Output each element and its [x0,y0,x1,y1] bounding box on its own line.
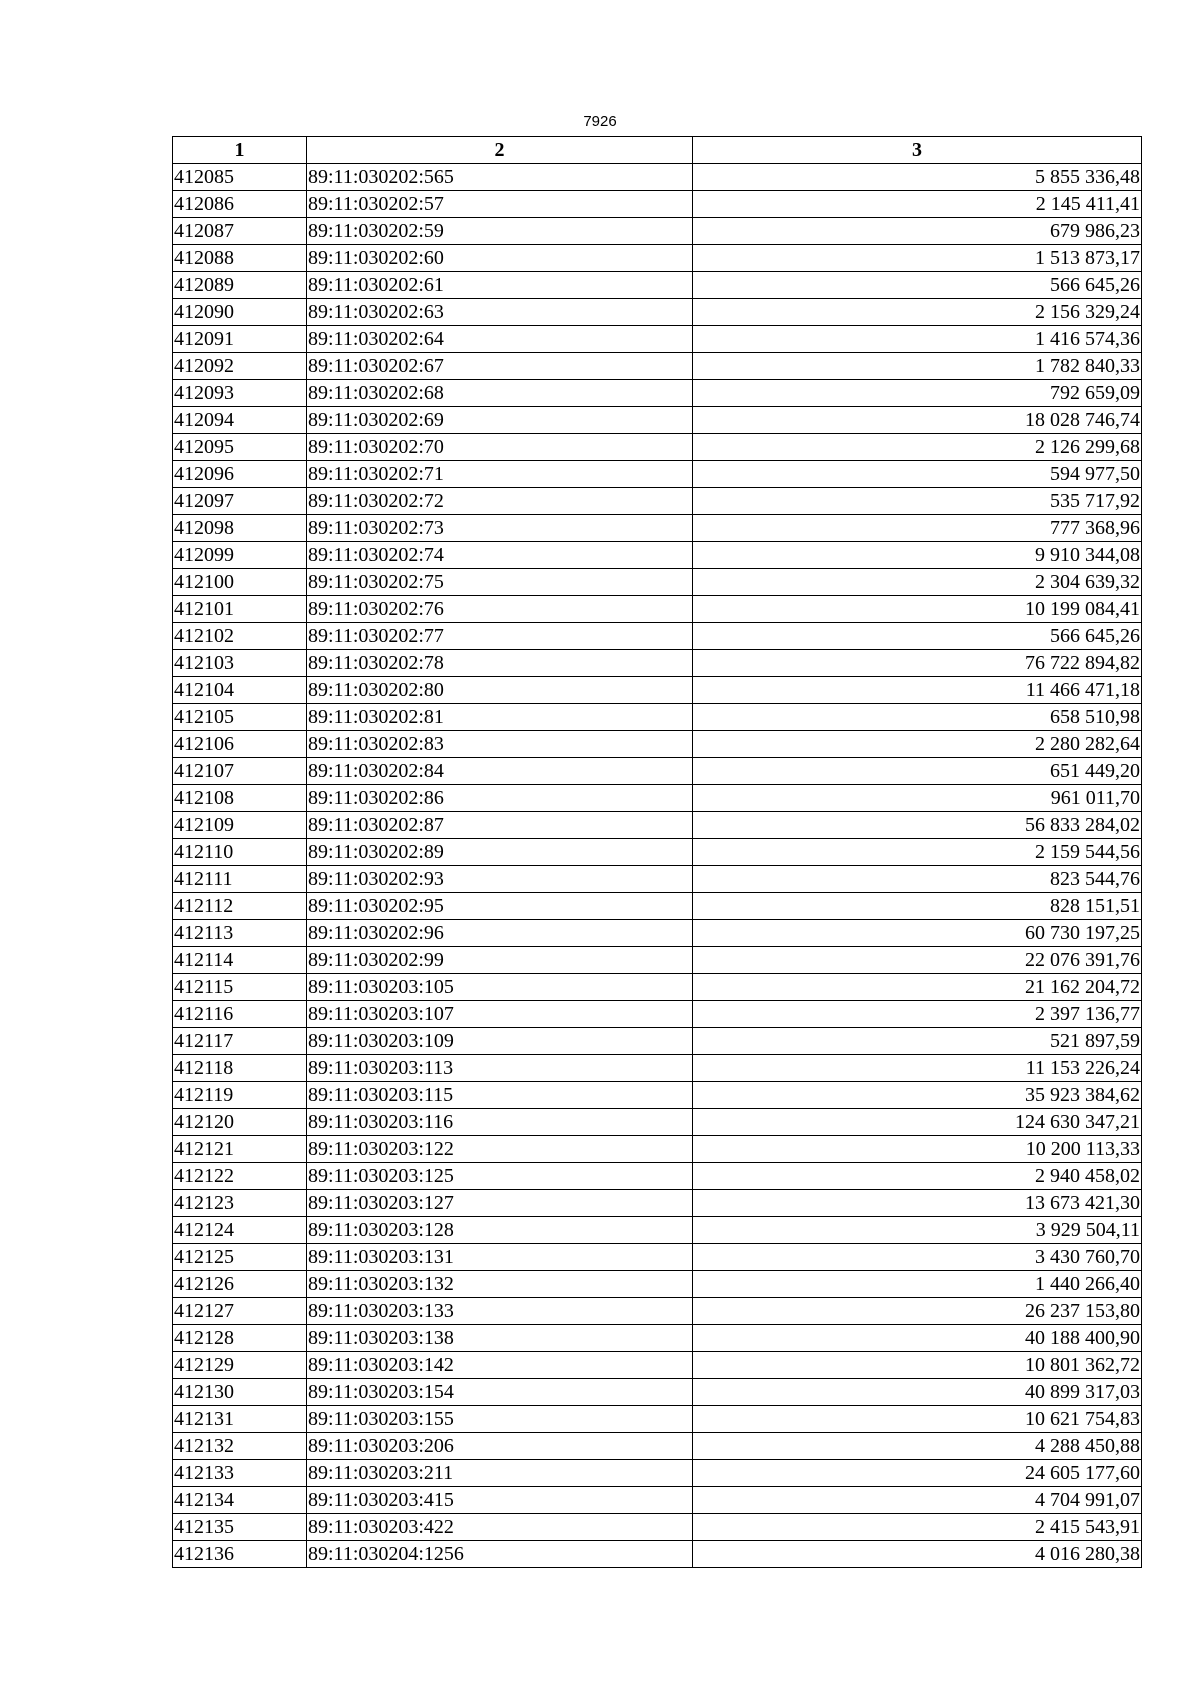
cadastral-number-cell: 89:11:030202:565 [307,164,693,191]
row-number-cell: 412100 [173,569,307,596]
table-row [173,1352,1142,1379]
table-row [173,299,1142,326]
row-number-cell: 412117 [173,1028,307,1055]
row-number-cell: 412094 [173,407,307,434]
row-number-cell: 412131 [173,1406,307,1433]
value-cell: 828 151,51 [693,893,1142,920]
value-cell: 2 415 543,91 [693,1514,1142,1541]
cadastral-number-cell: 89:11:030202:73 [307,515,693,542]
table-body [173,164,1142,1568]
table-row [173,434,1142,461]
row-number-cell: 412085 [173,164,307,191]
value-cell: 2 156 329,24 [693,299,1142,326]
value-cell: 9 910 344,08 [693,542,1142,569]
page-number: 7926 [583,113,617,130]
cadastral-number-cell: 89:11:030202:78 [307,650,693,677]
value-cell: 823 544,76 [693,866,1142,893]
cadastral-number-cell: 89:11:030202:75 [307,569,693,596]
value-cell: 1 440 266,40 [693,1271,1142,1298]
cadastral-number-cell: 89:11:030204:1256 [307,1541,693,1568]
value-cell: 2 145 411,41 [693,191,1142,218]
value-cell: 11 466 471,18 [693,677,1142,704]
row-number-cell: 412121 [173,1136,307,1163]
cadastral-number-cell: 89:11:030202:81 [307,704,693,731]
row-number-cell: 412118 [173,1055,307,1082]
table-row [173,1136,1142,1163]
table-row [173,461,1142,488]
cadastral-number-cell: 89:11:030203:415 [307,1487,693,1514]
row-number-cell: 412111 [173,866,307,893]
table-row [173,1163,1142,1190]
value-cell: 40 899 317,03 [693,1379,1142,1406]
row-number-cell: 412089 [173,272,307,299]
row-number-cell: 412099 [173,542,307,569]
table-row [173,677,1142,704]
row-number-cell: 412097 [173,488,307,515]
value-cell: 18 028 746,74 [693,407,1142,434]
table-row [173,650,1142,677]
table-row [173,758,1142,785]
cadastral-number-cell: 89:11:030202:83 [307,731,693,758]
value-cell: 2 159 544,56 [693,839,1142,866]
cadastral-number-cell: 89:11:030202:72 [307,488,693,515]
cadastral-number-cell: 89:11:030203:107 [307,1001,693,1028]
table-row [173,326,1142,353]
row-number-cell: 412106 [173,731,307,758]
table-row [173,596,1142,623]
row-number-cell: 412133 [173,1460,307,1487]
row-number-cell: 412116 [173,1001,307,1028]
table-row [173,272,1142,299]
table-row [173,704,1142,731]
table-row [173,1433,1142,1460]
value-cell: 658 510,98 [693,704,1142,731]
table-row [173,920,1142,947]
row-number-cell: 412105 [173,704,307,731]
row-number-cell: 412103 [173,650,307,677]
value-cell: 10 801 362,72 [693,1352,1142,1379]
cadastral-number-cell: 89:11:030203:125 [307,1163,693,1190]
cadastral-number-cell: 89:11:030203:128 [307,1217,693,1244]
cadastral-number-cell: 89:11:030202:67 [307,353,693,380]
cadastral-number-cell: 89:11:030203:138 [307,1325,693,1352]
value-cell: 651 449,20 [693,758,1142,785]
row-number-cell: 412115 [173,974,307,1001]
value-cell: 2 126 299,68 [693,434,1142,461]
row-number-cell: 412092 [173,353,307,380]
registry-table [172,136,1142,1568]
header-row [173,137,1142,164]
value-cell: 13 673 421,30 [693,1190,1142,1217]
table-row [173,1244,1142,1271]
table-row [173,1217,1142,1244]
row-number-cell: 412109 [173,812,307,839]
cadastral-number-cell: 89:11:030202:80 [307,677,693,704]
cadastral-number-cell: 89:11:030203:132 [307,1271,693,1298]
cadastral-number-cell: 89:11:030202:59 [307,218,693,245]
cadastral-number-cell: 89:11:030203:122 [307,1136,693,1163]
column-header-3: 3 [693,137,1142,164]
table-row [173,1541,1142,1568]
row-number-cell: 412091 [173,326,307,353]
value-cell: 3 929 504,11 [693,1217,1142,1244]
table-row [173,1298,1142,1325]
row-number-cell: 412102 [173,623,307,650]
cadastral-number-cell: 89:11:030203:142 [307,1352,693,1379]
value-cell: 60 730 197,25 [693,920,1142,947]
table-row [173,1001,1142,1028]
value-cell: 2 280 282,64 [693,731,1142,758]
value-cell: 1 513 873,17 [693,245,1142,272]
column-header-2: 2 [307,137,693,164]
value-cell: 76 722 894,82 [693,650,1142,677]
cadastral-number-cell: 89:11:030202:84 [307,758,693,785]
row-number-cell: 412119 [173,1082,307,1109]
row-number-cell: 412101 [173,596,307,623]
row-number-cell: 412107 [173,758,307,785]
value-cell: 594 977,50 [693,461,1142,488]
cadastral-number-cell: 89:11:030202:61 [307,272,693,299]
row-number-cell: 412086 [173,191,307,218]
cadastral-number-cell: 89:11:030202:63 [307,299,693,326]
cadastral-number-cell: 89:11:030202:86 [307,785,693,812]
row-number-cell: 412093 [173,380,307,407]
cadastral-number-cell: 89:11:030202:89 [307,839,693,866]
value-cell: 35 923 384,62 [693,1082,1142,1109]
cadastral-number-cell: 89:11:030202:77 [307,623,693,650]
value-cell: 56 833 284,02 [693,812,1142,839]
cadastral-number-cell: 89:11:030202:57 [307,191,693,218]
row-number-cell: 412088 [173,245,307,272]
value-cell: 1 782 840,33 [693,353,1142,380]
row-number-cell: 412095 [173,434,307,461]
row-number-cell: 412112 [173,893,307,920]
value-cell: 4 704 991,07 [693,1487,1142,1514]
table-row [173,569,1142,596]
cadastral-number-cell: 89:11:030203:105 [307,974,693,1001]
cadastral-number-cell: 89:11:030203:133 [307,1298,693,1325]
table-row [173,542,1142,569]
value-cell: 124 630 347,21 [693,1109,1142,1136]
cadastral-number-cell: 89:11:030202:96 [307,920,693,947]
value-cell: 4 288 450,88 [693,1433,1142,1460]
table-row [173,1271,1142,1298]
value-cell: 11 153 226,24 [693,1055,1142,1082]
cadastral-number-cell: 89:11:030203:131 [307,1244,693,1271]
cadastral-number-cell: 89:11:030202:64 [307,326,693,353]
table-row [173,1109,1142,1136]
table-row [173,407,1142,434]
cadastral-number-cell: 89:11:030203:154 [307,1379,693,1406]
row-number-cell: 412108 [173,785,307,812]
table-row [173,380,1142,407]
row-number-cell: 412122 [173,1163,307,1190]
cadastral-number-cell: 89:11:030203:211 [307,1460,693,1487]
cadastral-number-cell: 89:11:030202:69 [307,407,693,434]
cadastral-number-cell: 89:11:030202:74 [307,542,693,569]
row-number-cell: 412136 [173,1541,307,1568]
table-row [173,1514,1142,1541]
cadastral-number-cell: 89:11:030203:113 [307,1055,693,1082]
row-number-cell: 412096 [173,461,307,488]
cadastral-number-cell: 89:11:030202:60 [307,245,693,272]
value-cell: 4 016 280,38 [693,1541,1142,1568]
cadastral-number-cell: 89:11:030203:206 [307,1433,693,1460]
row-number-cell: 412087 [173,218,307,245]
value-cell: 10 199 084,41 [693,596,1142,623]
column-header-1: 1 [173,137,307,164]
cadastral-number-cell: 89:11:030202:70 [307,434,693,461]
value-cell: 521 897,59 [693,1028,1142,1055]
table-row [173,245,1142,272]
value-cell: 10 200 113,33 [693,1136,1142,1163]
row-number-cell: 412104 [173,677,307,704]
value-cell: 2 304 639,32 [693,569,1142,596]
table-row [173,1460,1142,1487]
table-row [173,164,1142,191]
cadastral-number-cell: 89:11:030202:99 [307,947,693,974]
table-row [173,812,1142,839]
value-cell: 777 368,96 [693,515,1142,542]
table-header [173,137,1142,164]
value-cell: 566 645,26 [693,623,1142,650]
row-number-cell: 412128 [173,1325,307,1352]
row-number-cell: 412134 [173,1487,307,1514]
table-row [173,974,1142,1001]
cadastral-number-cell: 89:11:030203:422 [307,1514,693,1541]
table-row [173,839,1142,866]
table-row [173,1379,1142,1406]
cadastral-number-cell: 89:11:030202:93 [307,866,693,893]
table-row [173,1406,1142,1433]
table-row [173,488,1142,515]
value-cell: 1 416 574,36 [693,326,1142,353]
row-number-cell: 412124 [173,1217,307,1244]
cadastral-number-cell: 89:11:030202:95 [307,893,693,920]
row-number-cell: 412114 [173,947,307,974]
value-cell: 26 237 153,80 [693,1298,1142,1325]
value-cell: 10 621 754,83 [693,1406,1142,1433]
table-row [173,1082,1142,1109]
value-cell: 22 076 391,76 [693,947,1142,974]
value-cell: 566 645,26 [693,272,1142,299]
row-number-cell: 412125 [173,1244,307,1271]
cadastral-number-cell: 89:11:030202:87 [307,812,693,839]
value-cell: 2 940 458,02 [693,1163,1142,1190]
table-row [173,1055,1142,1082]
value-cell: 40 188 400,90 [693,1325,1142,1352]
table-row [173,1487,1142,1514]
row-number-cell: 412098 [173,515,307,542]
value-cell: 792 659,09 [693,380,1142,407]
value-cell: 24 605 177,60 [693,1460,1142,1487]
row-number-cell: 412126 [173,1271,307,1298]
cadastral-number-cell: 89:11:030202:68 [307,380,693,407]
row-number-cell: 412129 [173,1352,307,1379]
cadastral-number-cell: 89:11:030203:155 [307,1406,693,1433]
table-row [173,785,1142,812]
cadastral-number-cell: 89:11:030203:109 [307,1028,693,1055]
table-row [173,1028,1142,1055]
table-row [173,353,1142,380]
value-cell: 961 011,70 [693,785,1142,812]
row-number-cell: 412130 [173,1379,307,1406]
value-cell: 535 717,92 [693,488,1142,515]
row-number-cell: 412127 [173,1298,307,1325]
value-cell: 679 986,23 [693,218,1142,245]
value-cell: 3 430 760,70 [693,1244,1142,1271]
value-cell: 21 162 204,72 [693,974,1142,1001]
table-row [173,947,1142,974]
cadastral-number-cell: 89:11:030203:116 [307,1109,693,1136]
table-row [173,623,1142,650]
table-row [173,731,1142,758]
value-cell: 5 855 336,48 [693,164,1142,191]
table-row [173,218,1142,245]
row-number-cell: 412113 [173,920,307,947]
table-row [173,893,1142,920]
table-row [173,191,1142,218]
value-cell: 2 397 136,77 [693,1001,1142,1028]
table-row [173,1190,1142,1217]
row-number-cell: 412090 [173,299,307,326]
cadastral-number-cell: 89:11:030203:115 [307,1082,693,1109]
row-number-cell: 412135 [173,1514,307,1541]
row-number-cell: 412110 [173,839,307,866]
table-row [173,866,1142,893]
table-row [173,515,1142,542]
table-row [173,1325,1142,1352]
row-number-cell: 412120 [173,1109,307,1136]
row-number-cell: 412132 [173,1433,307,1460]
row-number-cell: 412123 [173,1190,307,1217]
cadastral-number-cell: 89:11:030202:71 [307,461,693,488]
cadastral-number-cell: 89:11:030203:127 [307,1190,693,1217]
cadastral-number-cell: 89:11:030202:76 [307,596,693,623]
